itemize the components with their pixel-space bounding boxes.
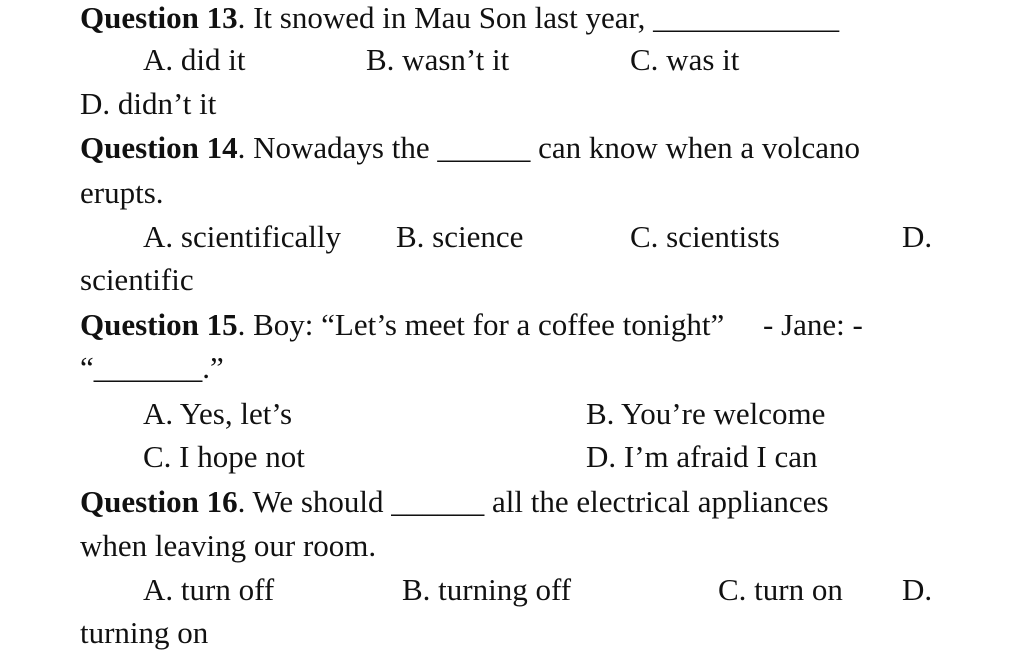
question-text: . Nowadays the ______ can know when a volcano [237, 130, 861, 165]
question-15-stem-continued: “_______.” [80, 350, 224, 385]
option-b: B. You’re welcome [586, 396, 826, 431]
option-d: D. [902, 572, 933, 607]
option-c: C. was it [630, 42, 740, 77]
option-b: B. science [396, 219, 524, 254]
option-d-continued: scientific [80, 262, 194, 297]
question-text: . It snowed in Mau Son last year, ____________ [237, 0, 840, 35]
option-a: A. did it [143, 42, 246, 77]
question-text: . Boy: “Let’s meet for a coffee tonight” - Jane: - [237, 307, 863, 342]
option-b: B. wasn’t it [366, 42, 510, 77]
question-number: Question 16 [80, 484, 238, 519]
question-15-options-row-2 [0, 439, 1024, 475]
question-16-stem [80, 484, 829, 520]
question-16-options-row [0, 572, 1024, 608]
option-a: A. scientifically [143, 219, 341, 254]
question-13-options-row [0, 42, 1024, 78]
option-d: D. I’m afraid I can [586, 439, 818, 474]
question-14-stem-continued: erupts. [80, 175, 164, 210]
option-a: A. Yes, let’s [143, 396, 293, 431]
question-15-stem [80, 307, 863, 343]
question-14-stem [80, 130, 860, 166]
question-number: Question 15 [80, 307, 238, 342]
question-text: . We should ______ all the electrical appliances [237, 484, 829, 519]
option-a: A. turn off [143, 572, 275, 607]
question-number: Question 13 [80, 0, 238, 35]
question-number: Question 14 [80, 130, 238, 165]
option-c: C. scientists [630, 219, 780, 254]
question-16-stem-continued: when leaving our room. [80, 528, 377, 563]
option-d: D. [902, 219, 933, 254]
question-13-stem [80, 0, 839, 36]
question-15-options-row-1 [0, 396, 1024, 432]
option-c: C. turn on [718, 572, 843, 607]
question-14-options-row [0, 219, 1024, 255]
option-d: D. didn’t it [80, 86, 217, 121]
option-b: B. turning off [402, 572, 572, 607]
option-d-continued: turning on [80, 615, 209, 650]
option-c: C. I hope not [143, 439, 305, 474]
